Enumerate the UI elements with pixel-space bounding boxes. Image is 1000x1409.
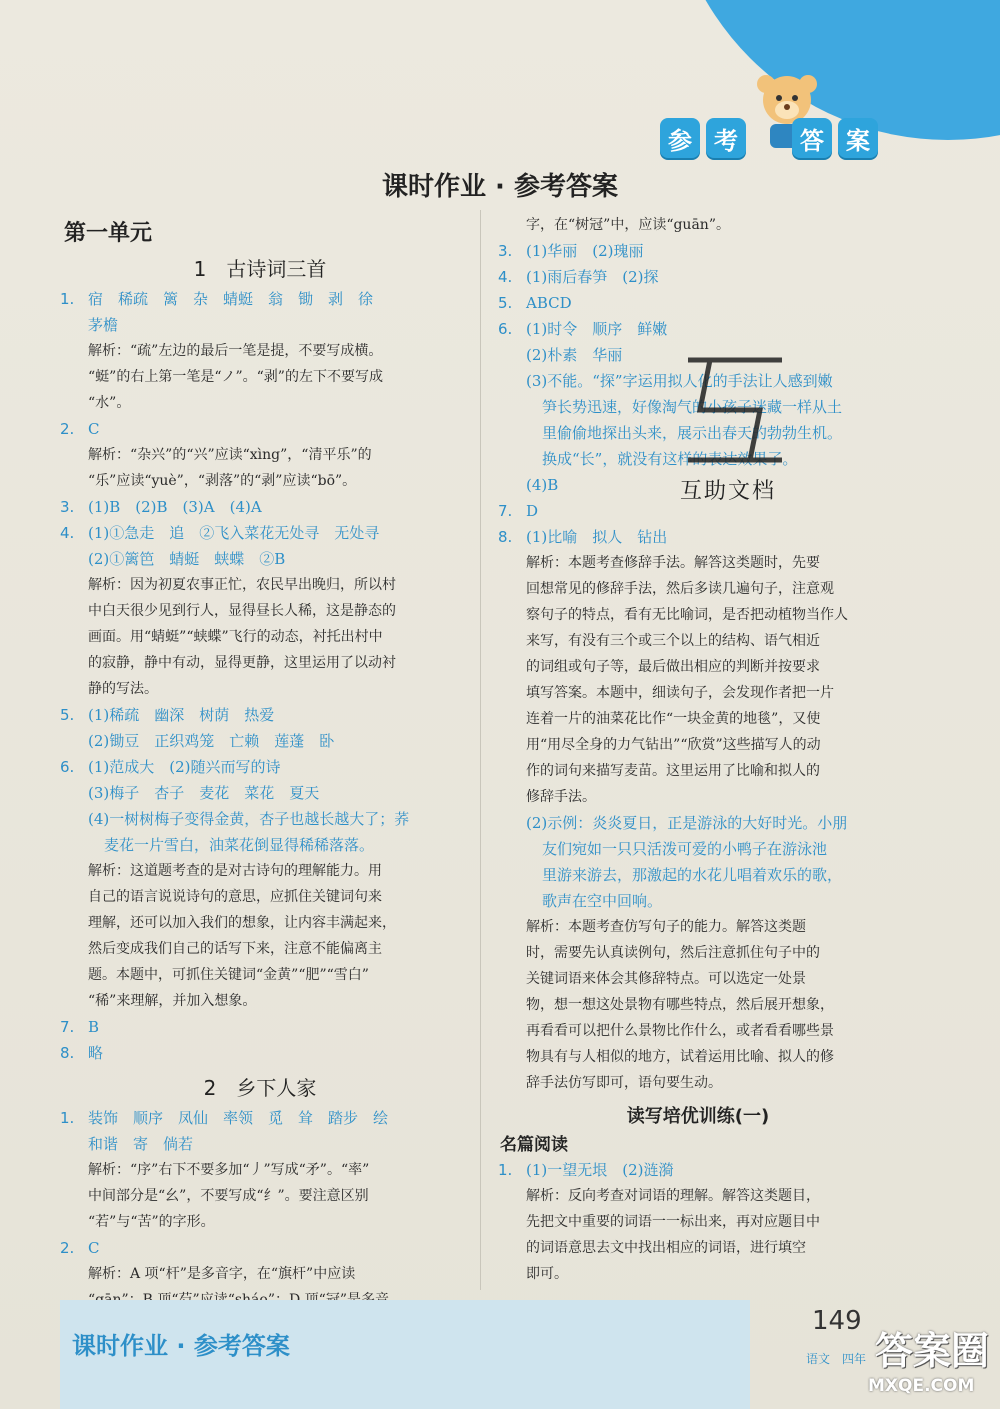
explanation-text: “水”。 (88, 395, 131, 411)
explanation-text: “稀”来理解，并加入想象。 (88, 993, 257, 1009)
answer-item (60, 494, 460, 520)
answer-item (60, 1014, 460, 1040)
question-number: 1. (60, 1109, 75, 1127)
answer-item (60, 1235, 460, 1261)
explanation-text: 辞手法仿写即可，语句要生动。 (526, 1075, 722, 1091)
section-title: 读写培优训练(一) (626, 1106, 770, 1127)
page-number: 149 (812, 1306, 862, 1336)
answer-text: (1)华丽 (2)瑰丽 (526, 242, 644, 260)
page-title: 课时作业 · 参考答案 (382, 172, 618, 202)
answer-text: (1)一望无垠 (2)涟漪 (526, 1161, 674, 1179)
answer-item (498, 290, 898, 316)
answer-text: 茅檐 (88, 316, 119, 334)
question-number: 5. (498, 294, 513, 312)
explanation-text: 察句子的特点，看有无比喻词，是否把动植物当作人 (526, 607, 848, 623)
answer-text: 歌声在空中回响。 (542, 892, 663, 910)
answer-item (498, 238, 898, 264)
answer-text: 里游来游去，那激起的水花儿唱着欢乐的歌， (542, 866, 843, 884)
column-divider (480, 210, 481, 1290)
explanation-text: 连着一片的油菜花比作“一块金黄的地毯”，又使 (526, 711, 821, 727)
hu-stamp-logo-icon (680, 350, 790, 470)
answer-text: (1)①急走 追 ②飞入菜花无处寻 无处寻 (88, 524, 380, 542)
answer-text: (2)示例：炎炎夏日，正是游泳的大好时光。小朋 (526, 814, 848, 832)
answer-text: C (88, 420, 100, 438)
sub-section-title: 名篇阅读 (500, 1135, 568, 1155)
badge-an: 案 (838, 118, 878, 158)
explanation-text: 画面。用“蜻蜓”“蛱蝶”飞行的动态，衬托出村中 (88, 629, 383, 645)
watermark-url: MXQE.COM (868, 1376, 975, 1396)
answer-text: (2)朴素 华丽 (526, 346, 623, 364)
explanation-text: 解析：本题考查修辞手法。解答这类题时，先要 (526, 555, 820, 571)
answer-text: (2)①篱笆 蜻蜓 蛱蝶 ②B (88, 550, 286, 568)
answer-text: B (88, 1018, 100, 1036)
answer-item (60, 754, 460, 780)
explanation-text: 回想常见的修辞手法，然后多读几遍句子，注意观 (526, 581, 834, 597)
badge-can: 参 (660, 118, 700, 158)
answer-text: 和谐 寄 倘若 (88, 1135, 194, 1153)
explanation-text: 中间部分是“幺”，不要写成“纟”。要注意区别 (88, 1188, 369, 1204)
question-number: 8. (60, 1044, 75, 1062)
answer-text: (1)比喻 拟人 钻出 (526, 528, 668, 546)
question-number: 6. (60, 758, 75, 776)
answer-text: (1)范成大 (2)随兴而写的诗 (88, 758, 281, 776)
question-number: 3. (498, 242, 513, 260)
answer-text: 宿 稀疏 篱 杂 蜻蜓 翁 锄 剥 徐 (88, 290, 374, 308)
explanation-text: 静的写法。 (88, 681, 158, 697)
explanation-text: 作的词句来描写麦苗。这里运用了比喻和拟人的 (526, 763, 820, 779)
footer-subject: 语文 四年 (806, 1352, 867, 1366)
stamp-caption: 互助文档 (680, 479, 777, 504)
explanation-text: 物，想一想这处景物有哪些特点，然后展开想象， (526, 997, 834, 1013)
explanation-text: 字，在“树冠”中，应读“guān”。 (526, 217, 730, 233)
explanation-text: 解析：因为初夏农事正忙，农民早出晚归，所以村 (88, 577, 396, 593)
explanation-text: 关键词语来体会其修辞特点。可以选定一处景 (526, 971, 806, 987)
explanation-text: 修辞手法。 (526, 789, 596, 805)
answer-text: 友们宛如一只只活泼可爱的小鸭子在游泳池 (542, 840, 828, 858)
lesson-title: 2 乡下人家 (203, 1076, 317, 1100)
question-number: 4. (60, 524, 75, 542)
explanation-text: 物具有与人相似的地方，试着运用比喻、拟人的修 (526, 1049, 834, 1065)
question-number: 7. (60, 1018, 75, 1036)
answer-text: 换成“长”，就没有这样的表达效果了。 (542, 450, 798, 468)
question-number: 3. (60, 498, 75, 516)
answer-item (498, 264, 898, 290)
explanation-text: 先把文中重要的词语一一标出来，再对应题目中 (526, 1214, 820, 1230)
explanation-text: 来写，有没有三个或三个以上的结构、语气相近 (526, 633, 820, 649)
explanation-text: 解析：“序”右下不要多加“丿”写成“矛”。“率” (88, 1162, 370, 1178)
explanation-text: “乐”应读“yuè”，“剥落”的“剥”应读“bō”。 (88, 473, 357, 489)
explanation-text: 填写答案。本题中，细读句子，会发现作者把一片 (526, 685, 834, 701)
answer-text: (1)稀疏 幽深 树荫 热爱 (88, 706, 275, 724)
answer-text: ABCD (526, 294, 572, 312)
answer-text: 里偷偷地探出头来，展示出春天的勃勃生机。 (542, 424, 843, 442)
question-number: 1. (498, 1161, 513, 1179)
answer-text: (4)一树树梅子变得金黄，杏子也越长越大了；荞 (88, 810, 410, 828)
explanation-text: 解析：这道题考查的是对古诗句的理解能力。用 (88, 863, 382, 879)
badge-kao: 考 (706, 118, 746, 158)
answer-item (60, 416, 460, 442)
answer-text: (2)锄豆 正织鸡笼 亡赖 莲蓬 卧 (88, 732, 335, 750)
explanation-text: 解析：“疏”左边的最后一笔是提，不要写成横。 (88, 343, 383, 359)
question-number: 8. (498, 528, 513, 546)
explanation-text: 然后变成我们自己的话写下来，注意不能偏离主 (88, 941, 382, 957)
answer-text: (3)不能。“探”字运用拟人化的手法让人感到嫩 (526, 372, 833, 390)
answer-item (60, 520, 460, 546)
explanation-text: 解析：“杂兴”的“兴”应读“xìng”，“清平乐”的 (88, 447, 372, 463)
answer-item (60, 1040, 460, 1066)
answer-text: (1)时令 顺序 鲜嫩 (526, 320, 668, 338)
answer-text: 略 (88, 1044, 104, 1062)
footer-title: 课时作业 · 参考答案 (72, 1332, 290, 1360)
question-number: 6. (498, 320, 513, 338)
answer-text: D (526, 502, 539, 520)
answer-item (498, 524, 898, 550)
answer-item (498, 1157, 898, 1183)
answer-text: (1)雨后春笋 (2)探 (526, 268, 659, 286)
explanation-text: 解析：A 项“杆”是多音字，在“旗杆”中应读 (88, 1266, 356, 1282)
explanation-text: 解析：本题考查仿写句子的能力。解答这类题 (526, 919, 806, 935)
explanation-text: 的词组或句子等，最后做出相应的判断并按要求 (526, 659, 820, 675)
answer-text: 笋长势迅速，好像淘气的小孩子迷藏一样从土 (542, 398, 843, 416)
explanation-text: 用“用尽全身的力气钻出”“欣赏”这些描写人的动 (526, 737, 821, 753)
answer-text: (3)梅子 杏子 麦花 菜花 夏天 (88, 784, 320, 802)
answer-text: C (88, 1239, 100, 1257)
explanation-text: 题。本题中，可抓住关键词“金黄”“肥”“雪白” (88, 967, 369, 983)
lesson-title: 1 古诗词三首 (193, 257, 327, 281)
unit-title: 第一单元 (64, 221, 153, 246)
answer-item (60, 702, 460, 728)
explanation-text: 再看看可以把什么景物比作什么，或者看看哪些景 (526, 1023, 834, 1039)
watermark-logo: 答案圈 (875, 1329, 990, 1373)
question-number: 2. (60, 1239, 75, 1257)
badge-da: 答 (792, 118, 832, 158)
explanation-text: 解析：反向考查对词语的理解。解答这类题目， (526, 1188, 820, 1204)
question-number: 4. (498, 268, 513, 286)
left-column (60, 212, 460, 1313)
answer-badge-row (660, 118, 878, 158)
question-number: 2. (60, 420, 75, 438)
explanation-text: “蜓”的右上第一笔是“ノ”。“剥”的左下不要写成 (88, 369, 383, 385)
answer-text: 装饰 顺序 凤仙 率领 觅 耸 踏步 绘 (88, 1109, 389, 1127)
question-number: 7. (498, 502, 513, 520)
question-number: 5. (60, 706, 75, 724)
answer-text: (1)B (2)B (3)A (4)A (88, 498, 262, 516)
answer-item (60, 1105, 460, 1131)
answer-text: (4)B (526, 476, 559, 494)
explanation-text: 即可。 (526, 1266, 568, 1282)
answer-item (498, 316, 898, 342)
answer-text: 麦花一片雪白，油菜花倒显得稀稀落落。 (104, 836, 375, 854)
explanation-text: 的词语意思去文中找出相应的词语，进行填空 (526, 1240, 806, 1256)
question-number: 1. (60, 290, 75, 308)
explanation-text: 自己的语言说说诗句的意思，应抓住关键词句来 (88, 889, 382, 905)
explanation-text: 时，需要先认真读例句，然后注意抓住句子中的 (526, 945, 820, 961)
explanation-text: “若”与“苦”的字形。 (88, 1214, 215, 1230)
explanation-text: 的寂静，静中有动，显得更静，这里运用了以动衬 (88, 655, 396, 671)
explanation-text: 理解，还可以加入我们的想象，让内容丰满起来， (88, 915, 396, 931)
explanation-text: 中白天很少见到行人，显得昼长人稀，这是静态的 (88, 603, 396, 619)
answer-item (60, 286, 460, 312)
